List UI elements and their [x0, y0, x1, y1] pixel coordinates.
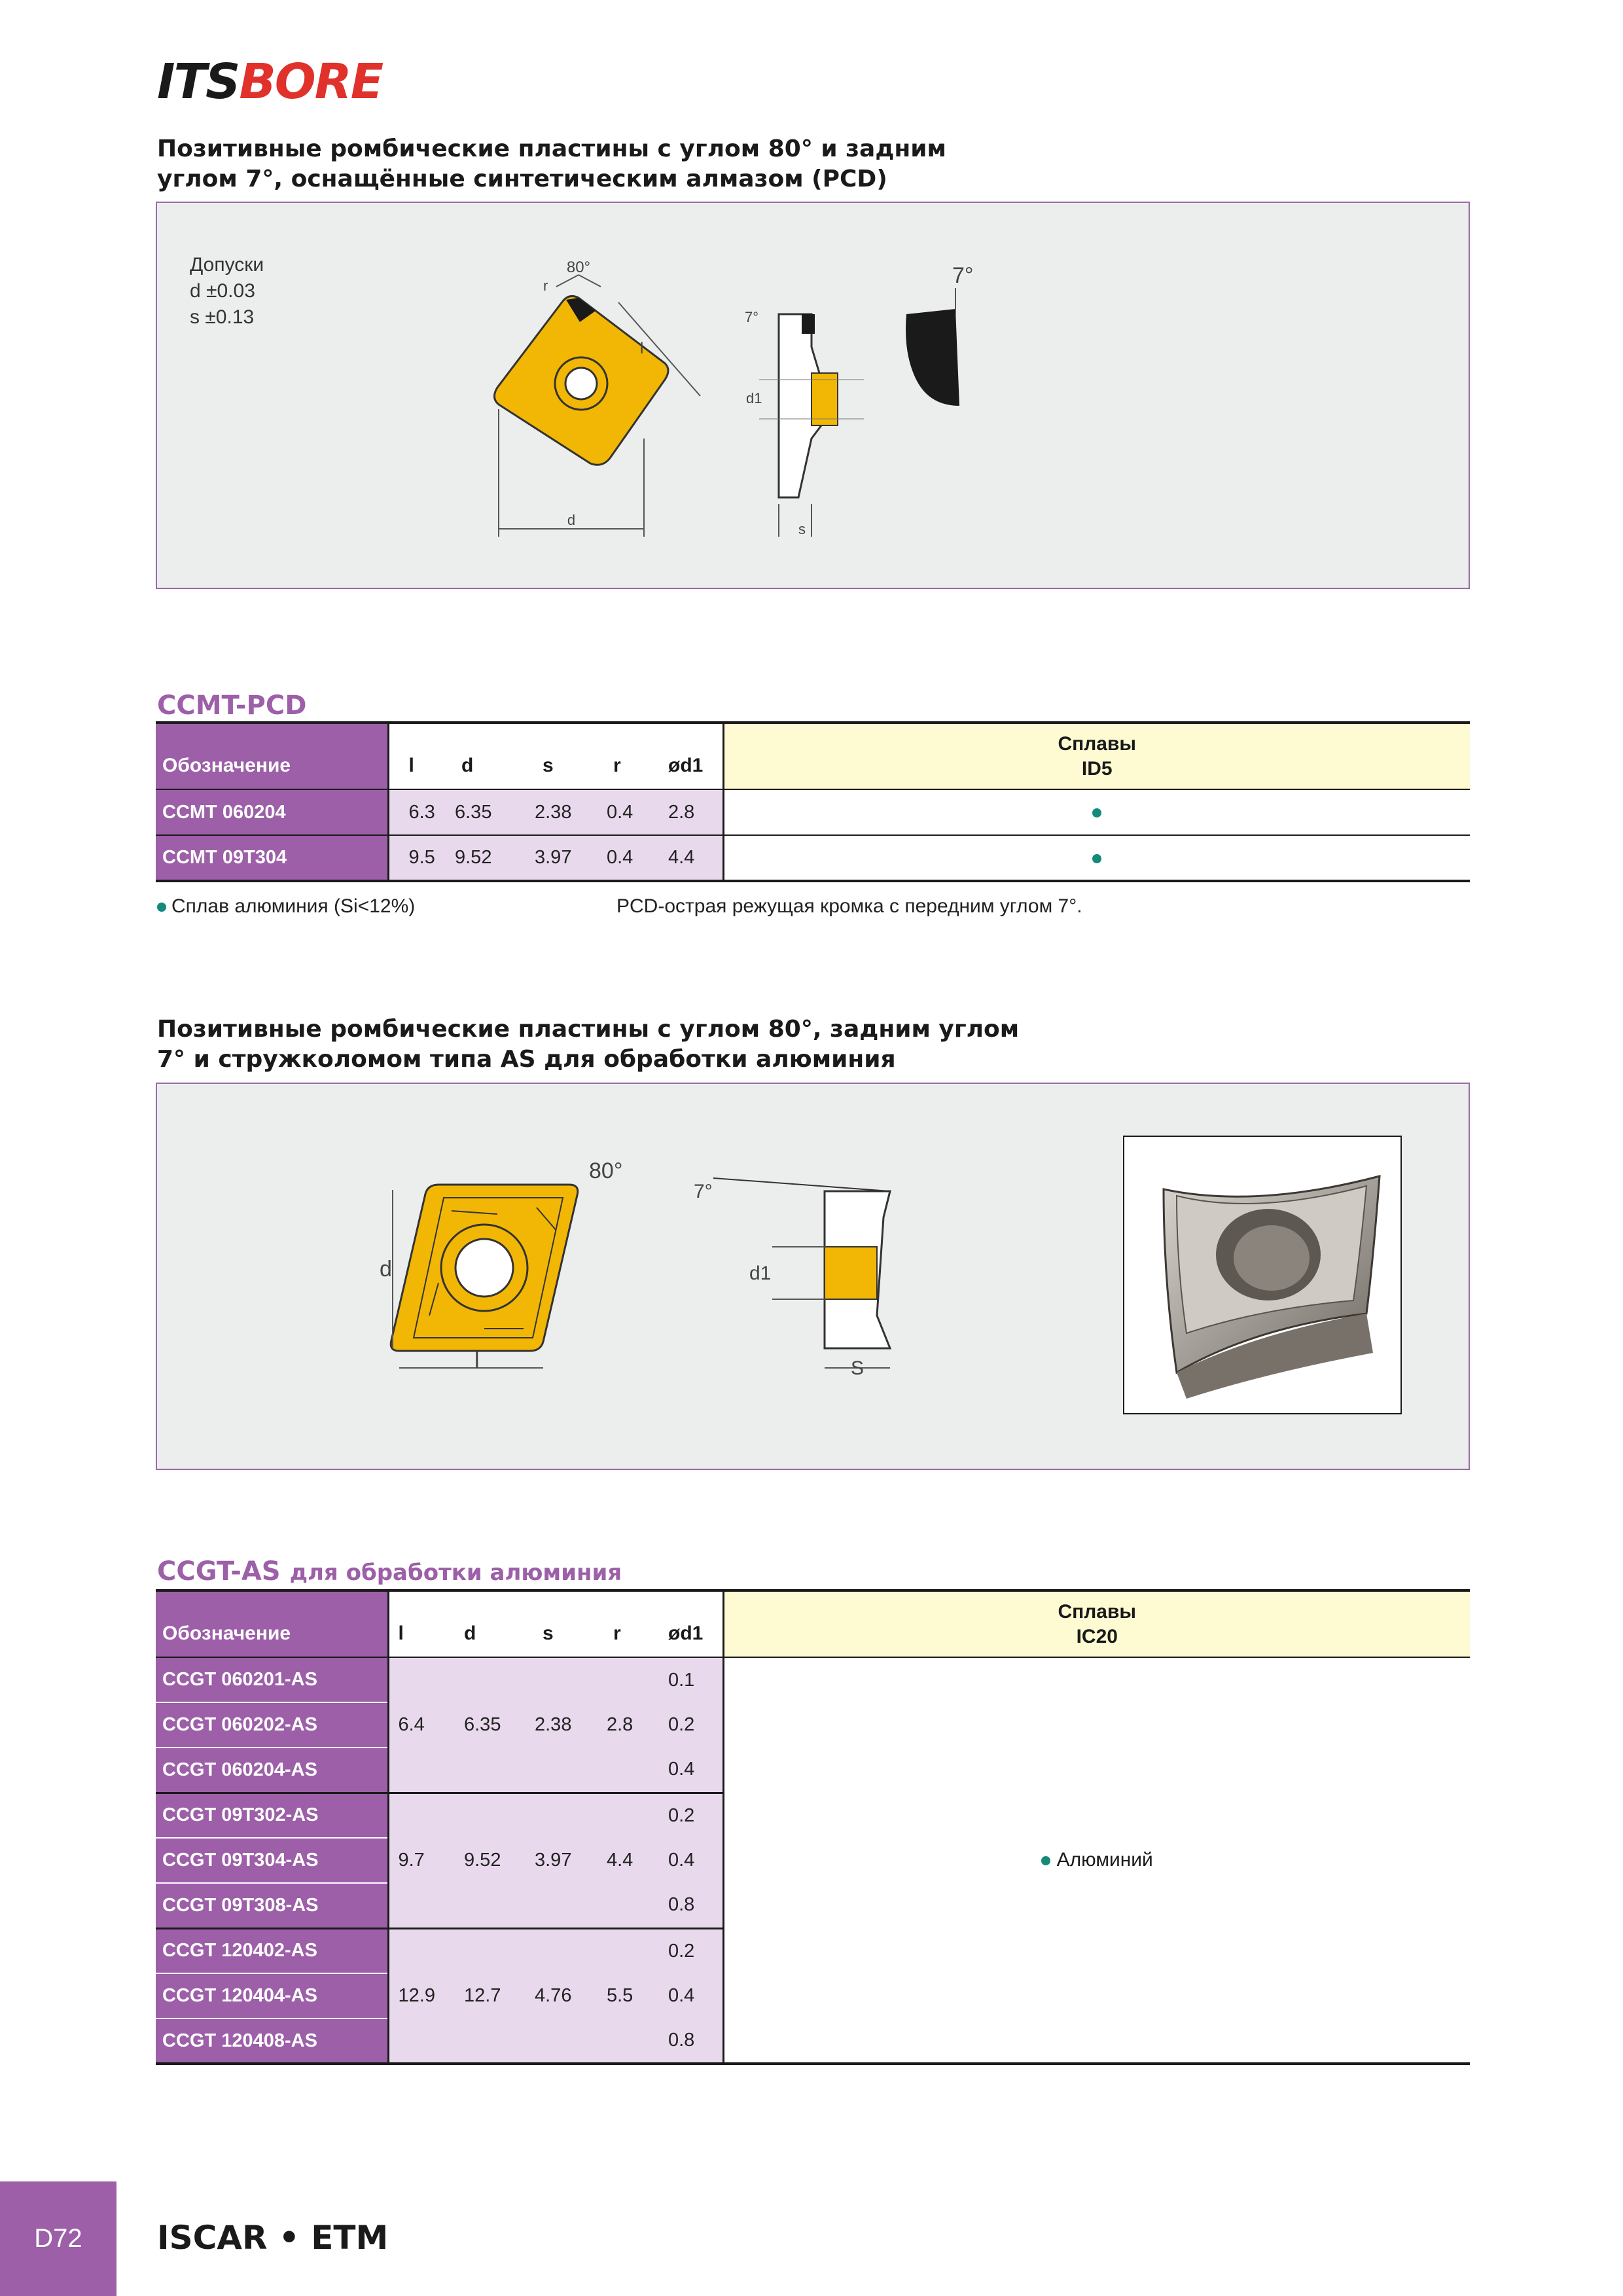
t2-col-designation: Обозначение — [156, 1590, 388, 1657]
t2-alloy-title: Сплавы — [1058, 1600, 1137, 1623]
t1-alloy-grade: ID5 — [1081, 757, 1113, 780]
t2-r: 5.5 — [607, 1928, 668, 2064]
t2-s: 2.38 — [535, 1657, 607, 1793]
label-r: r — [543, 278, 548, 294]
label-7deg: 7° — [694, 1181, 713, 1202]
brand-logo — [157, 54, 383, 110]
label-l: l — [474, 1348, 480, 1373]
t2-d1: 0.2 — [668, 1928, 723, 1973]
t2-r: 2.8 — [607, 1657, 668, 1793]
table1 — [156, 721, 1470, 882]
label-s: s — [798, 521, 806, 537]
t1-r: 0.4 — [607, 789, 668, 835]
table2-heading-main: CCGT-AS — [157, 1556, 281, 1587]
t2-d: 9.52 — [455, 1793, 535, 1928]
t1-designation: CCMT 060204 — [156, 789, 388, 835]
label-d1: d1 — [749, 1263, 772, 1284]
t2-col-s: s — [535, 1590, 607, 1657]
t2-d: 6.35 — [455, 1657, 535, 1793]
page-number: D72 — [0, 2181, 116, 2296]
table1-note-left — [157, 895, 415, 918]
t2-designation: CCGT 09T304-AS — [156, 1838, 388, 1883]
t2-s: 3.97 — [535, 1793, 607, 1928]
t1-l: 9.5 — [388, 835, 455, 881]
t2-designation: CCGT 120402-AS — [156, 1928, 388, 1973]
tolerance-d: d ±0.03 — [190, 280, 255, 302]
t2-l: 12.9 — [388, 1928, 455, 2064]
table2-heading — [157, 1556, 622, 1587]
t2-d1: 0.4 — [668, 1838, 723, 1883]
t2-designation: CCGT 09T308-AS — [156, 1883, 388, 1928]
t2-col-d: d — [455, 1590, 535, 1657]
t2-col-r: r — [607, 1590, 668, 1657]
tolerance-s: s ±0.13 — [190, 306, 255, 328]
table2 — [156, 1589, 1470, 2065]
t1-d1: 4.4 — [668, 835, 723, 881]
t2-d: 12.7 — [455, 1928, 535, 2064]
t1-col-l: l — [388, 723, 455, 789]
tolerances-block — [190, 252, 264, 331]
t2-d1: 0.1 — [668, 1657, 723, 1702]
logo-bore: BORE — [239, 54, 383, 110]
insert-photo-image — [1124, 1137, 1400, 1413]
footer-brand: ISCAR • ETM — [157, 2219, 389, 2257]
t2-alloy-note: Алюминий — [1056, 1849, 1153, 1871]
label-80-deg: 80° — [566, 259, 591, 276]
t1-s: 3.97 — [535, 835, 607, 881]
t2-d1: 0.4 — [668, 1748, 723, 1793]
label-d: d — [380, 1257, 392, 1282]
t1-col-s: s — [535, 723, 607, 789]
label-d1: d1 — [746, 390, 762, 406]
t1-s: 2.38 — [535, 789, 607, 835]
t1-alloy-cell — [723, 835, 1470, 881]
t1-d: 9.52 — [455, 835, 535, 881]
t1-col-designation: Обозначение — [156, 723, 388, 789]
t2-designation: CCGT 120404-AS — [156, 1973, 388, 2018]
t2-d1: 0.8 — [668, 1883, 723, 1928]
availability-dot-icon — [1041, 1856, 1050, 1865]
ccgt-insert-drawing — [366, 1152, 916, 1388]
label-7deg-left: 7° — [745, 309, 759, 325]
t2-r: 4.4 — [607, 1793, 668, 1928]
section1-title-line2: углом 7°, оснащённые синтетическим алмазом (PCD) — [157, 166, 887, 192]
availability-dot-icon — [1092, 808, 1101, 817]
section2-title — [157, 1014, 1019, 1075]
t2-d1: 0.4 — [668, 1973, 723, 2018]
table2-heading-sub: для обработки алюминия — [289, 1560, 622, 1586]
label-l: l — [640, 340, 644, 357]
t2-l: 6.4 — [388, 1657, 455, 1793]
t2-designation: CCGT 09T302-AS — [156, 1793, 388, 1838]
section2-title-line1: Позитивные ромбические пластины с углом 80°, задним углом — [157, 1016, 1020, 1043]
t2-designation: CCGT 060202-AS — [156, 1702, 388, 1748]
t2-designation: CCGT 120408-AS — [156, 2018, 388, 2064]
t2-alloy-header — [723, 1590, 1470, 1657]
section1-title-line1: Позитивные ромбические пластины с углом 80° и задним — [157, 135, 946, 162]
table-row — [156, 789, 1470, 835]
t2-alloy-grade: IC20 — [1076, 1625, 1118, 1647]
logo-its: ITS — [157, 54, 240, 110]
t1-r: 0.4 — [607, 835, 668, 881]
t1-col-r: r — [607, 723, 668, 789]
alloy-dot-icon — [157, 903, 166, 912]
t2-d1: 0.8 — [668, 2018, 723, 2064]
label-s: S — [851, 1357, 865, 1379]
t2-col-l: l — [388, 1590, 455, 1657]
t1-l: 6.3 — [388, 789, 455, 835]
tolerances-title: Допуски — [190, 254, 264, 276]
section2-title-line2: 7° и стружколомом типа AS для обработки алюминия — [157, 1046, 896, 1073]
table-row — [156, 1657, 1470, 1702]
t1-alloy-cell — [723, 789, 1470, 835]
t2-designation: CCGT 060204-AS — [156, 1748, 388, 1793]
t1-d1: 2.8 — [668, 789, 723, 835]
label-d: d — [567, 512, 576, 528]
insert-photo — [1123, 1136, 1402, 1414]
availability-dot-icon — [1092, 854, 1101, 863]
t2-d1: 0.2 — [668, 1702, 723, 1748]
t1-designation: CCMT 09T304 — [156, 835, 388, 881]
t1-alloy-header — [723, 723, 1470, 789]
t2-l: 9.7 — [388, 1793, 455, 1928]
t2-col-d1: ød1 — [668, 1590, 723, 1657]
section1-title — [157, 134, 946, 194]
table1-heading: CCMT-PCD — [157, 691, 307, 721]
table1-note-left-text: Сплав алюминия (Si<12%) — [171, 895, 416, 917]
label-7deg-detail: 7° — [952, 263, 974, 288]
t2-designation: CCGT 060201-AS — [156, 1657, 388, 1702]
t1-col-d: d — [455, 723, 535, 789]
t1-col-d1: ød1 — [668, 723, 723, 789]
t1-d: 6.35 — [455, 789, 535, 835]
t2-alloy-cell — [723, 1657, 1470, 2064]
table1-note-right: PCD-острая режущая кромка с передним углом 7°. — [616, 895, 1082, 917]
t1-alloy-title: Сплавы — [1058, 732, 1137, 755]
label-80-deg: 80° — [589, 1158, 623, 1183]
table-row — [156, 835, 1470, 881]
t2-d1: 0.2 — [668, 1793, 723, 1838]
pcd-insert-drawing — [471, 249, 1060, 550]
t2-s: 4.76 — [535, 1928, 607, 2064]
